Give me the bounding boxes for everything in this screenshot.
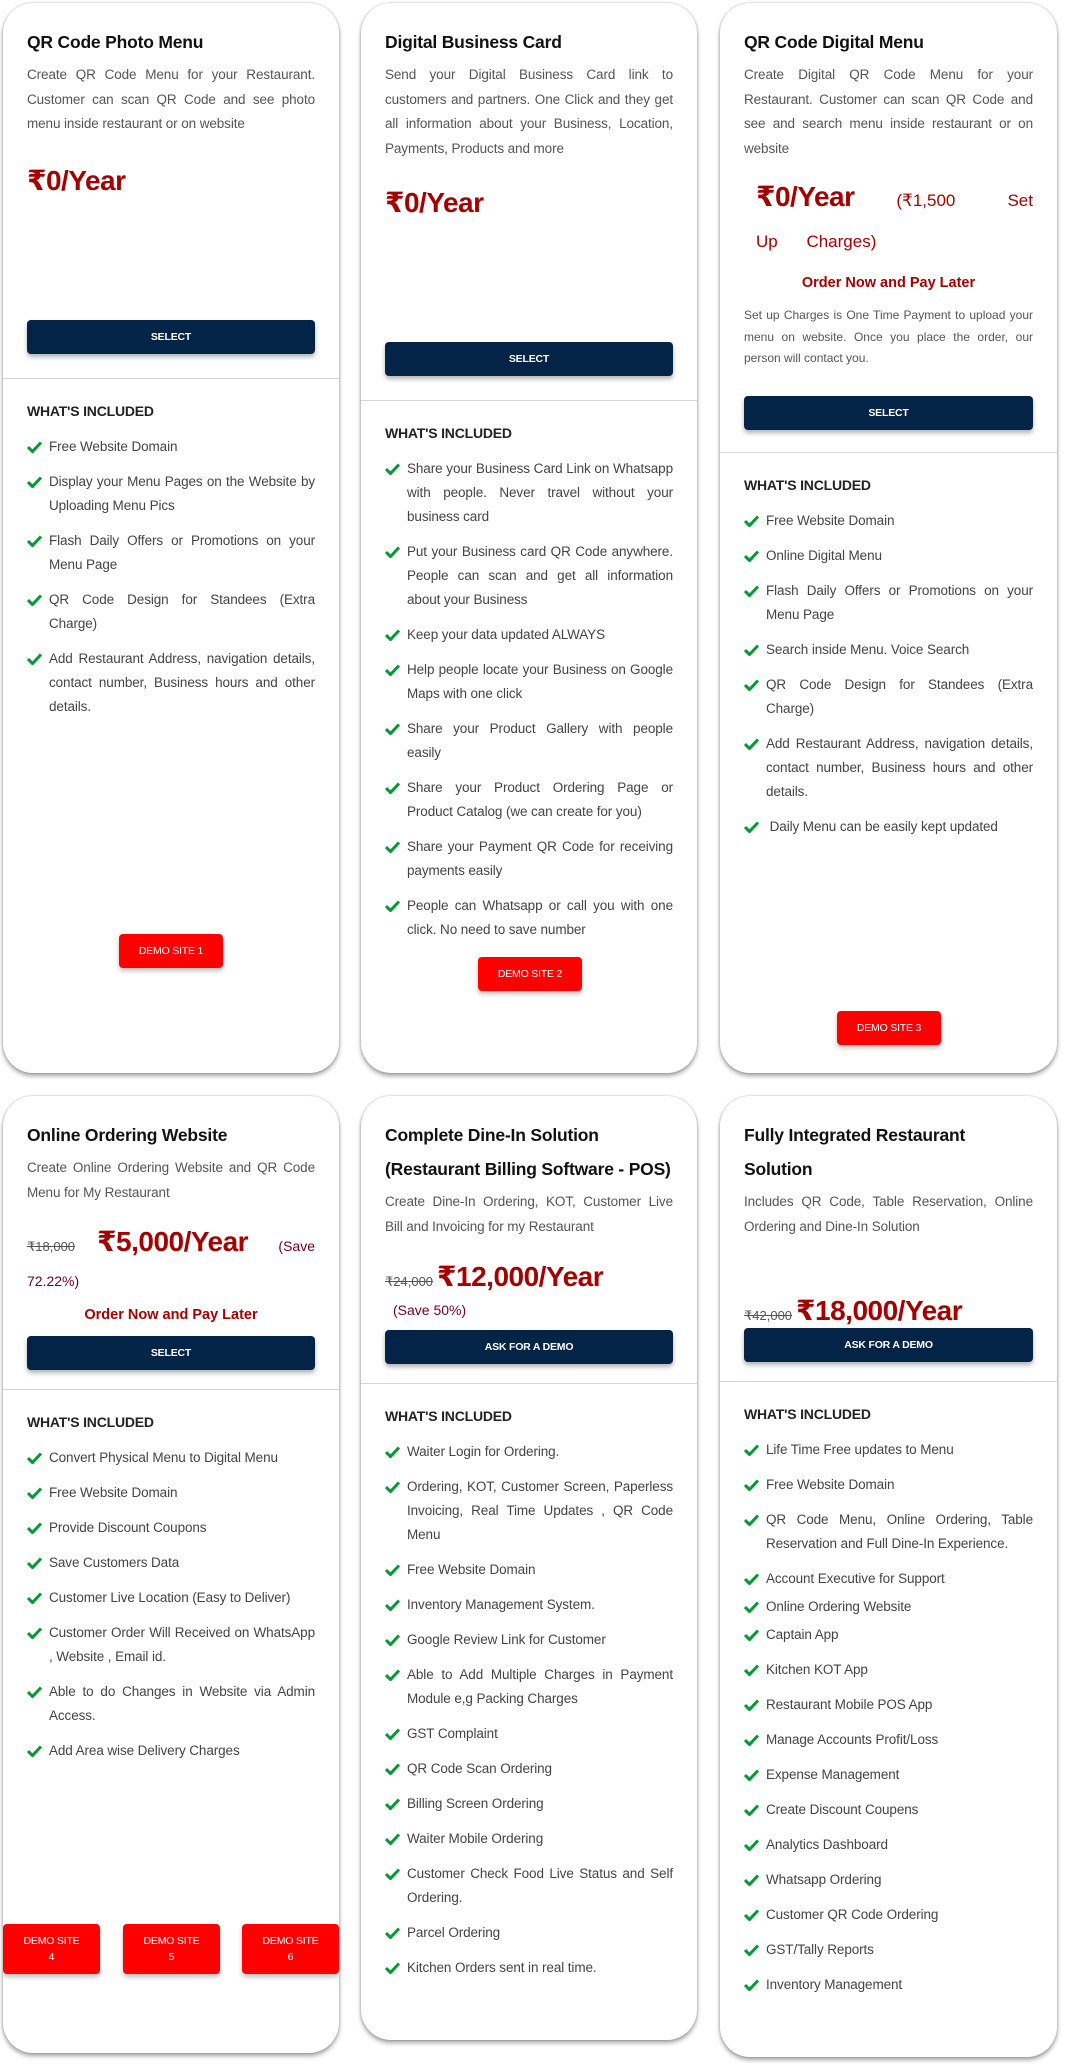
feature-item: Free Website Domain: [744, 1473, 1033, 1497]
original-price: ₹42,000: [744, 1308, 793, 1323]
check-icon: [744, 1763, 766, 1787]
feature-item: Kitchen KOT App: [744, 1658, 1033, 1682]
check-icon: [385, 1663, 407, 1687]
check-icon: [27, 588, 49, 612]
feature-item: Waiter Login for Ordering.: [385, 1440, 673, 1464]
feature-item: Display your Menu Pages on the Website by Uploading Menu Pics: [27, 470, 315, 518]
check-icon: [385, 1558, 407, 1582]
plan-title: QR Code Digital Menu: [744, 32, 924, 52]
check-icon: [385, 776, 407, 800]
feature-item: QR Code Scan Ordering: [385, 1757, 673, 1781]
check-icon: [744, 732, 766, 756]
check-icon: [744, 638, 766, 662]
demo-site-5-button[interactable]: DEMO SITE 5: [123, 1924, 220, 1974]
feature-item: Customer QR Code Ordering: [744, 1903, 1033, 1927]
plan-title: QR Code Photo Menu: [27, 32, 204, 52]
check-icon: [385, 1792, 407, 1816]
feature-item: Share your Payment QR Code for receiving payments easily: [385, 835, 673, 883]
plan-card-dine-in-solution: [361, 1096, 697, 2040]
feature-item: Able to Add Multiple Charges in Payment Module e,g Packing Charges: [385, 1663, 673, 1711]
included-heading: WHAT'S INCLUDED: [385, 1408, 512, 1424]
plan-description: Send your Digital Business Card link to customers and partners. One Click and they get all information about your Business, Location, Payments, Products and more: [385, 67, 673, 156]
feature-item: Customer Live Location (Easy to Deliver): [27, 1586, 315, 1610]
feature-item: Parcel Ordering: [385, 1921, 673, 1945]
feature-item: Kitchen Orders sent in real time.: [385, 1956, 673, 1980]
divider: [3, 378, 339, 379]
feature-item: Online Digital Menu: [744, 544, 1033, 568]
check-icon: [27, 1621, 49, 1645]
divider: [720, 1381, 1057, 1382]
feature-item: Flash Daily Offers or Promotions on your Menu Page: [27, 529, 315, 577]
plan-price: ₹18,000/Year: [796, 1295, 963, 1326]
demo-site-1-button[interactable]: DEMO SITE 1: [119, 934, 223, 968]
feature-item: Flash Daily Offers or Promotions on your Menu Page: [744, 579, 1033, 627]
included-section: [385, 425, 673, 953]
feature-item: GST Complaint: [385, 1722, 673, 1746]
check-icon: [27, 529, 49, 553]
feature-item: Life Time Free updates to Menu: [744, 1438, 1033, 1462]
check-icon: [744, 1728, 766, 1752]
check-icon: [27, 470, 49, 494]
check-icon: [744, 1438, 766, 1462]
check-icon: [385, 1722, 407, 1746]
save-percentage: (Save 50%): [393, 1302, 467, 1318]
plan-card-qr-photo-menu: [3, 3, 339, 1073]
original-price: ₹24,000: [385, 1274, 434, 1289]
feature-item: Expense Management: [744, 1763, 1033, 1787]
ask-for-demo-button[interactable]: ASK FOR A DEMO: [744, 1328, 1033, 1362]
feature-item: Inventory Management System.: [385, 1593, 673, 1617]
feature-item: Free Website Domain: [27, 1481, 315, 1505]
plan-price: ₹5,000/Year: [97, 1226, 249, 1257]
feature-item: Share your Business Card Link on Whatsapp with people. Never travel without your business card: [385, 457, 673, 529]
check-icon: [385, 623, 407, 647]
feature-item: Put your Business card QR Code anywhere. People can scan and get all information about your Business: [385, 540, 673, 612]
check-icon: [744, 1595, 766, 1619]
select-button[interactable]: SELECT: [385, 342, 673, 376]
feature-item: Help people locate your Business on Google Maps with one click: [385, 658, 673, 706]
divider: [3, 1389, 339, 1390]
feature-item: Search inside Menu. Voice Search: [744, 638, 1033, 662]
plan-title: Fully Integrated Restaurant Solution: [744, 1125, 966, 1179]
divider: [361, 400, 697, 401]
included-heading: WHAT'S INCLUDED: [744, 1406, 871, 1422]
included-heading: WHAT'S INCLUDED: [385, 425, 512, 441]
feature-item: Billing Screen Ordering: [385, 1792, 673, 1816]
check-icon: [385, 658, 407, 682]
feature-item: Google Review Link for Customer: [385, 1628, 673, 1652]
feature-item: Analytics Dashboard: [744, 1833, 1033, 1857]
plan-card-online-ordering: [3, 1096, 339, 2053]
plan-price: ₹12,000/Year: [437, 1261, 604, 1292]
feature-item: Save Customers Data: [27, 1551, 315, 1575]
included-heading: WHAT'S INCLUDED: [744, 477, 871, 493]
check-icon: [385, 717, 407, 741]
demo-site-4-button[interactable]: DEMO SITE 4: [3, 1924, 100, 1974]
original-price: ₹18,000: [27, 1239, 76, 1254]
check-icon: [385, 1956, 407, 1980]
feature-item: Provide Discount Coupons: [27, 1516, 315, 1540]
feature-item: Customer Order Will Received on WhatsApp , Website , Email id.: [27, 1621, 315, 1669]
check-icon: [744, 1798, 766, 1822]
check-icon: [385, 894, 407, 918]
pay-later-text: Order Now and Pay Later: [84, 1307, 258, 1323]
check-icon: [744, 509, 766, 533]
check-icon: [385, 1628, 407, 1652]
plan-card-fully-integrated: [720, 1096, 1057, 2057]
check-icon: [385, 835, 407, 859]
check-icon: [385, 1440, 407, 1464]
feature-item: Share your Product Ordering Page or Product Catalog (we can create for you): [385, 776, 673, 824]
check-icon: [385, 1475, 407, 1499]
plan-description: Create Dine-In Ordering, KOT, Customer Live Bill and Invoicing for my Restaurant: [385, 1194, 673, 1234]
plan-price: ₹0/Year: [385, 187, 484, 218]
plan-description: Create Online Ordering Website and QR Code Menu for My Restaurant: [27, 1160, 315, 1200]
feature-item: Able to do Changes in Website via Admin Access.: [27, 1680, 315, 1728]
feature-item: Online Ordering Website: [744, 1595, 1033, 1619]
feature-item: Ordering, KOT, Customer Screen, Paperless Invoicing, Real Time Updates , QR Code Menu: [385, 1475, 673, 1547]
plan-description: Includes QR Code, Table Reservation, Online Ordering and Dine-In Solution: [744, 1194, 1033, 1234]
check-icon: [27, 435, 49, 459]
feature-item: Add Restaurant Address, navigation details, contact number, Business hours and other details.: [744, 732, 1033, 804]
check-icon: [27, 1680, 49, 1704]
included-section: [744, 477, 1033, 850]
check-icon: [385, 1757, 407, 1781]
check-icon: [744, 1473, 766, 1497]
plan-card-digital-business-card: [361, 3, 697, 1073]
check-icon: [385, 540, 407, 564]
divider: [720, 452, 1057, 453]
check-icon: [27, 1739, 49, 1763]
plan-price: ₹0/Year: [756, 181, 855, 212]
feature-item: Share your Product Gallery with people easily: [385, 717, 673, 765]
check-icon: [385, 1827, 407, 1851]
check-icon: [744, 1508, 766, 1532]
check-icon: [744, 1623, 766, 1647]
check-icon: [744, 579, 766, 603]
feature-item: Add Area wise Delivery Charges: [27, 1739, 315, 1763]
check-icon: [744, 1658, 766, 1682]
check-icon: [744, 673, 766, 697]
check-icon: [744, 1693, 766, 1717]
included-section: [27, 403, 315, 730]
plan-title: Complete Dine-In Solution (Restaurant Billing Software - POS): [385, 1125, 671, 1179]
check-icon: [744, 1868, 766, 1892]
demo-site-2-button[interactable]: DEMO SITE 2: [478, 957, 582, 991]
check-icon: [27, 1481, 49, 1505]
feature-item: QR Code Design for Standees (Extra Charge): [744, 673, 1033, 721]
feature-item: Free Website Domain: [27, 435, 315, 459]
included-heading: WHAT'S INCLUDED: [27, 403, 154, 419]
plan-description: Create Digital QR Code Menu for your Restaurant. Customer can scan QR Code and see and search menu inside restaurant or on website: [744, 67, 1033, 156]
setup-charge: (₹1,500 Set Up Charges): [756, 191, 1033, 251]
plan-description: Create QR Code Menu for your Restaurant. Customer can scan QR Code and see photo menu inside restaurant or on website: [27, 67, 315, 131]
divider: [361, 1383, 697, 1384]
feature-item: QR Code Design for Standees (Extra Charge): [27, 588, 315, 636]
check-icon: [385, 1862, 407, 1886]
select-button[interactable]: SELECT: [27, 1336, 315, 1370]
feature-item: GST/Tally Reports: [744, 1938, 1033, 1962]
check-icon: [385, 1921, 407, 1945]
demo-site-3-button[interactable]: DEMO SITE 3: [837, 1011, 941, 1045]
check-icon: [744, 1903, 766, 1927]
check-icon: [385, 1593, 407, 1617]
check-icon: [385, 457, 407, 481]
check-icon: [27, 1516, 49, 1540]
save-percentage: (Save 72.22%): [27, 1238, 315, 1289]
feature-item: Waiter Mobile Ordering: [385, 1827, 673, 1851]
setup-note: Set up Charges is One Time Payment to upload your menu on website. Once you place the order, our person will contact you.: [744, 308, 1033, 365]
included-heading: WHAT'S INCLUDED: [27, 1414, 154, 1430]
check-icon: [744, 1833, 766, 1857]
feature-item: Inventory Management: [744, 1973, 1033, 1997]
feature-item: Daily Menu can be easily kept updated: [744, 815, 1033, 839]
check-icon: [744, 1567, 766, 1591]
feature-item: Create Discount Coupens: [744, 1798, 1033, 1822]
included-section: [744, 1406, 1033, 2008]
check-icon: [27, 1446, 49, 1470]
pay-later-text: Order Now and Pay Later: [801, 275, 976, 291]
feature-item: Keep your data updated ALWAYS: [385, 623, 673, 647]
feature-item: Free Website Domain: [385, 1558, 673, 1582]
demo-site-6-button[interactable]: DEMO SITE 6: [242, 1924, 339, 1974]
plan-title: Digital Business Card: [385, 32, 562, 52]
feature-item: Customer Check Food Live Status and Self Ordering.: [385, 1862, 673, 1910]
feature-item: Whatsapp Ordering: [744, 1868, 1033, 1892]
feature-item: Account Executive for Support: [744, 1567, 1033, 1591]
ask-for-demo-button[interactable]: ASK FOR A DEMO: [385, 1330, 673, 1364]
feature-item: Captain App: [744, 1623, 1033, 1647]
feature-item: Manage Accounts Profit/Loss: [744, 1728, 1033, 1752]
select-button[interactable]: SELECT: [27, 320, 315, 354]
select-button[interactable]: SELECT: [744, 396, 1033, 430]
feature-item: Free Website Domain: [744, 509, 1033, 533]
included-section: [27, 1414, 315, 1774]
check-icon: [744, 1973, 766, 1997]
included-section: [385, 1408, 673, 1991]
feature-item: Restaurant Mobile POS App: [744, 1693, 1033, 1717]
check-icon: [744, 815, 766, 839]
feature-item: Add Restaurant Address, navigation details, contact number, Business hours and other details.: [27, 647, 315, 719]
plan-card-qr-digital-menu: [720, 3, 1057, 1073]
check-icon: [27, 1551, 49, 1575]
plan-title: Online Ordering Website: [27, 1125, 228, 1145]
feature-item: Convert Physical Menu to Digital Menu: [27, 1446, 315, 1470]
check-icon: [744, 544, 766, 568]
check-icon: [744, 1938, 766, 1962]
check-icon: [27, 647, 49, 671]
feature-item: People can Whatsapp or call you with one click. No need to save number: [385, 894, 673, 942]
check-icon: [27, 1586, 49, 1610]
plan-price: ₹0/Year: [27, 164, 126, 196]
feature-item: QR Code Menu, Online Ordering, Table Reservation and Full Dine-In Experience.: [744, 1508, 1033, 1556]
